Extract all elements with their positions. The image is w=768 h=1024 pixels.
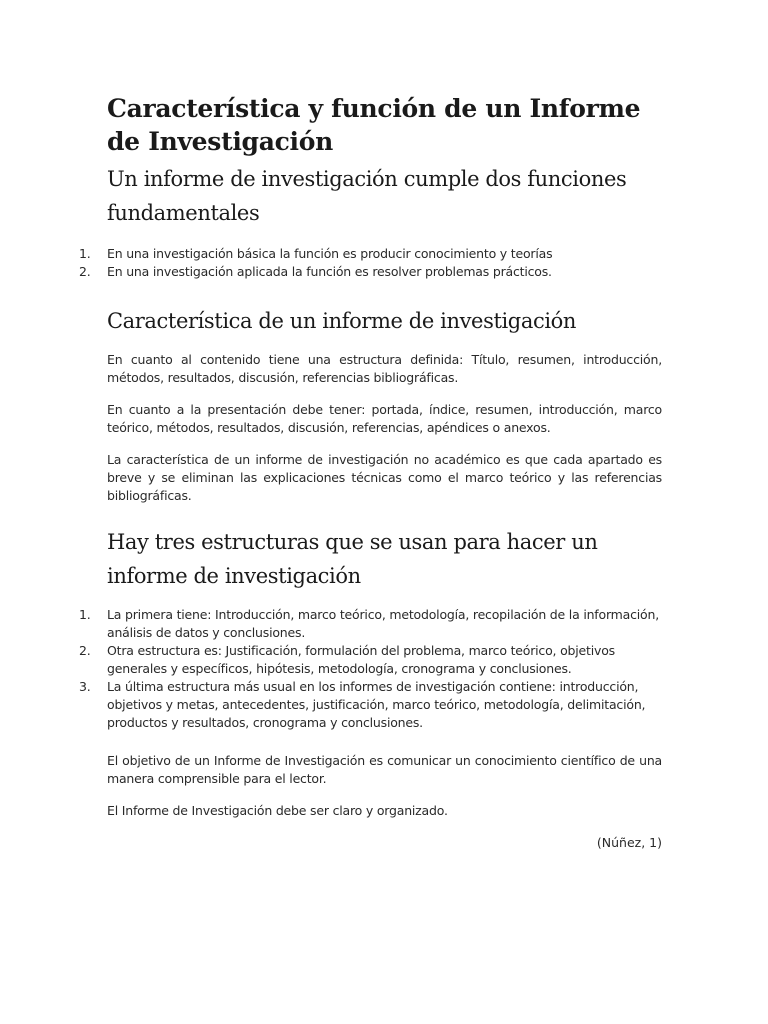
list-number: 3. xyxy=(79,679,91,694)
functions-list xyxy=(79,245,662,281)
clarity-paragraph: El Informe de Investigación debe ser claro y organizado. xyxy=(107,803,448,818)
document-page xyxy=(79,92,662,852)
list-item-text: La última estructura más usual en los informes de investigación contiene: introducción, objetivos y metas, antecedentes, justificación, marco teórico, metodología, delimitación, productos y resultados, cronograma y conclusiones. xyxy=(107,679,646,730)
list-number: 1. xyxy=(79,246,91,261)
page-title: Característica y función de un Informe de Investigación xyxy=(107,94,641,156)
list-item-text: En una investigación aplicada la función es resolver problemas prácticos. xyxy=(107,264,552,279)
list-item xyxy=(79,245,662,263)
presentation-paragraph: En cuanto a la presentación debe tener: portada, índice, resumen, introducción, marco teórico, métodos, resultados, discusión, referencias, apéndices o anexos. xyxy=(107,402,662,435)
section2-heading: Característica de un informe de investigación xyxy=(107,309,577,333)
list-number: 2. xyxy=(79,643,91,658)
list-item xyxy=(79,642,662,678)
list-item-text: En una investigación básica la función es producir conocimiento y teorías xyxy=(107,246,553,261)
structures-list xyxy=(79,606,662,732)
list-item xyxy=(79,678,662,732)
content-paragraph: En cuanto al contenido tiene una estructura definida: Título, resumen, introducción, métodos, resultados, discusión, referencias bibliográficas. xyxy=(107,352,662,385)
list-number: 2. xyxy=(79,264,91,279)
objective-paragraph: El objetivo de un Informe de Investigación es comunicar un conocimiento científico de una manera comprensible para el lector. xyxy=(107,753,662,786)
non-academic-paragraph: La característica de un informe de investigación no académico es que cada apartado es breve y se eliminan las explicaciones técnicas como el marco teórico y las referencias bibliográficas. xyxy=(107,452,662,503)
list-item-text: Otra estructura es: Justificación, formulación del problema, marco teórico, objetivos generales y específicos, hipótesis, metodología, cronograma y conclusiones. xyxy=(107,643,615,676)
list-item xyxy=(79,606,662,642)
section3-heading: Hay tres estructuras que se usan para hacer un informe de investigación xyxy=(107,530,598,588)
section1-heading: Un informe de investigación cumple dos funciones fundamentales xyxy=(107,167,627,225)
citation: (Núñez, 1) xyxy=(596,835,662,850)
list-item xyxy=(79,263,662,281)
list-item-text: La primera tiene: Introducción, marco teórico, metodología, recopilación de la información, análisis de datos y conclusiones. xyxy=(107,607,660,640)
list-number: 1. xyxy=(79,607,91,622)
